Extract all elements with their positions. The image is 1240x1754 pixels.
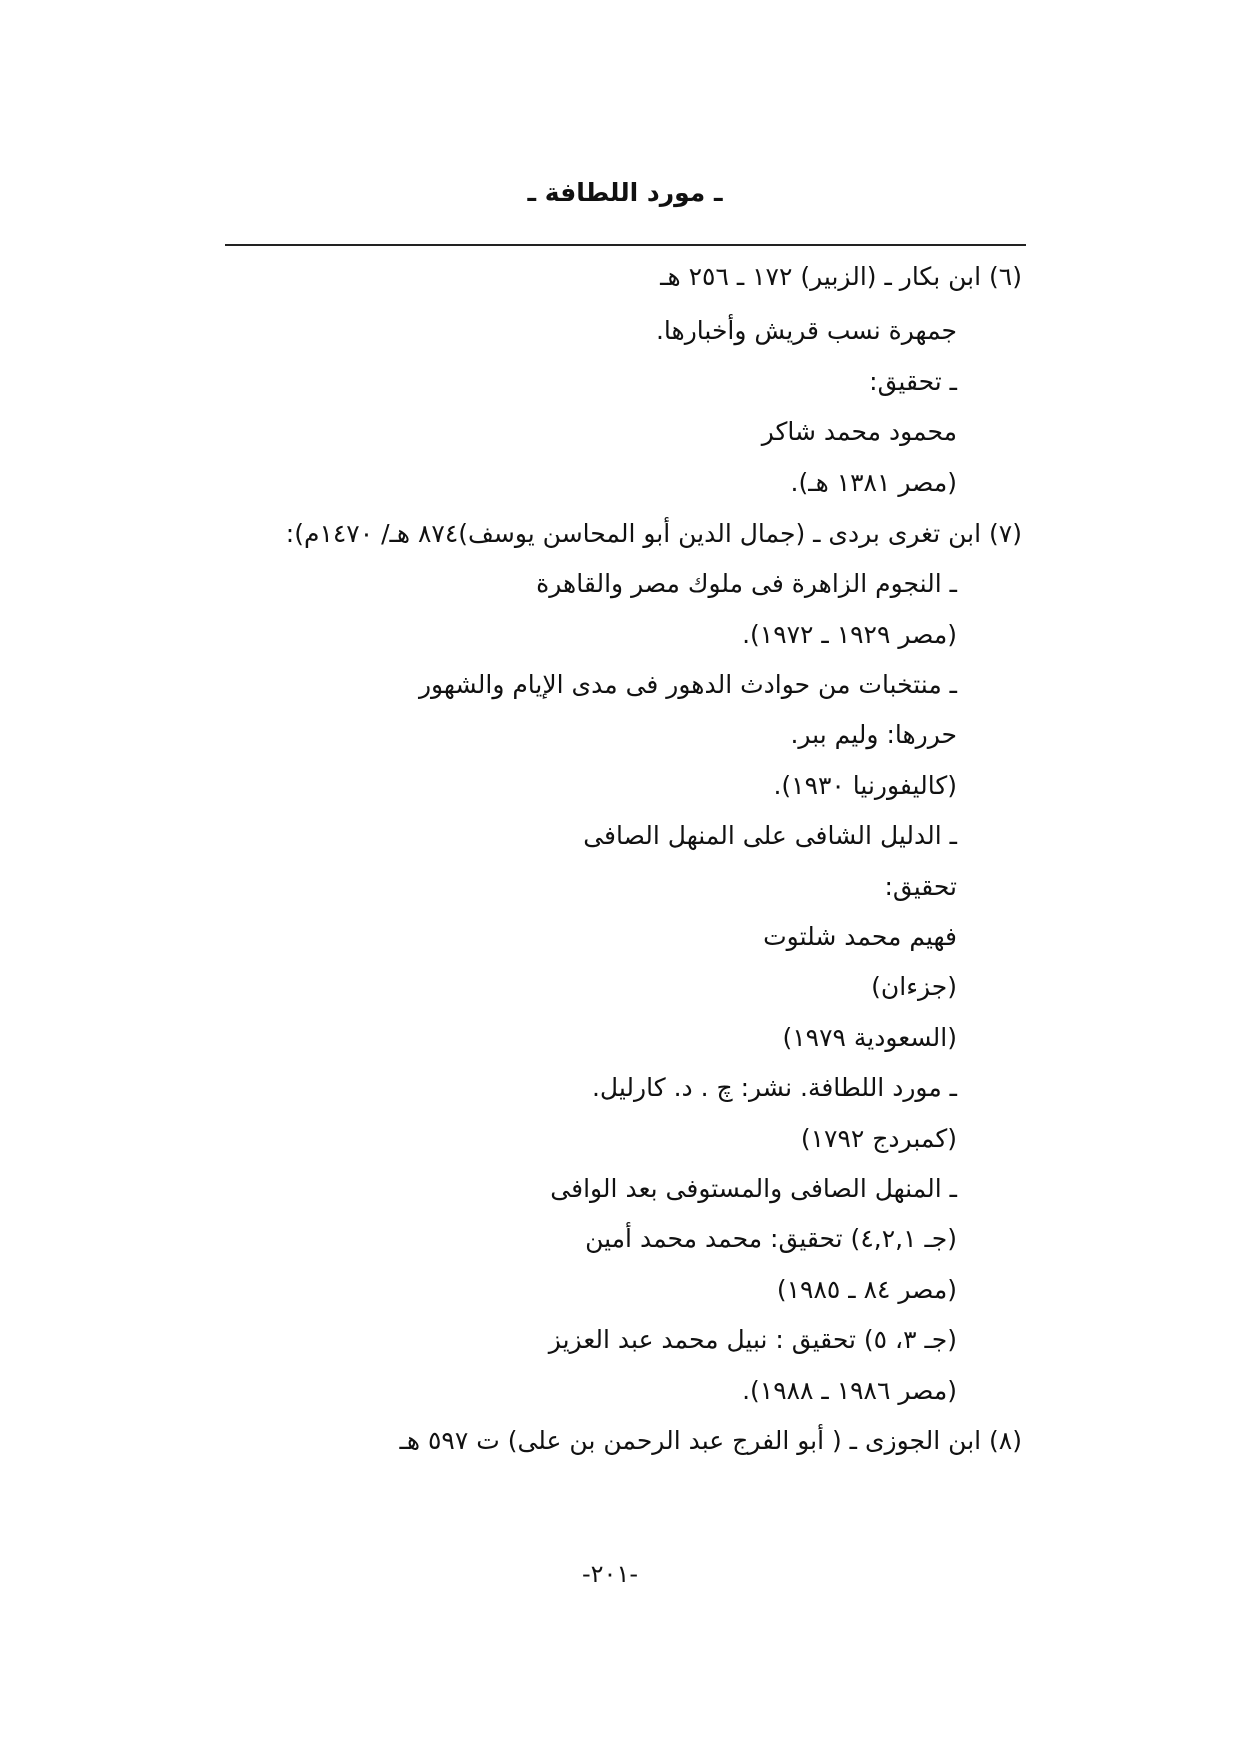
entry-line: ـ النجوم الزاهرة فى ملوك مصر والقاهرة — [536, 569, 957, 598]
entry-line: (مصر ١٣٨١ هـ). — [790, 468, 957, 497]
entry-line: محمود محمد شاكر — [761, 417, 957, 446]
entry-line: ـ تحقيق: — [869, 367, 957, 396]
entry-line: (مصر ٨٤ ـ ١٩٨٥) — [776, 1275, 957, 1304]
entry-line: (كمبردج ١٧٩٢) — [800, 1124, 957, 1153]
page-number: -٢٠١- — [581, 1560, 638, 1588]
running-header: ـ مورد اللطافة ـ — [527, 178, 723, 207]
entry-line: ـ منتخبات من حوادث الدهور فى مدى الإيام والشهور — [418, 670, 957, 699]
entry-line: (جـ ٣، ٥) تحقيق : نبيل محمد عبد العزيز — [548, 1325, 957, 1354]
entry-line: ـ الدليل الشافى على المنهل الصافى — [583, 821, 957, 850]
entry-line: (جـ ٤,٢,١) تحقيق: محمد محمد أمين — [585, 1224, 957, 1253]
entry-line: (جزءان) — [871, 972, 957, 1001]
entry-8-heading: (٨) ابن الجوزى ـ ( أبو الفرج عبد الرحمن بن على) ت ٥٩٧ هـ — [399, 1426, 1022, 1455]
entry-line: ـ مورد اللطافة. نشر: چ . د. كارليل. — [591, 1073, 957, 1102]
entry-line: (مصر ١٩٨٦ ـ ١٩٨٨). — [742, 1376, 957, 1405]
entry-line: فهيم محمد شلتوت — [763, 922, 957, 951]
header-rule — [225, 244, 1026, 246]
entry-7-heading: (٧) ابن تغرى بردى ـ (جمال الدين أبو المحاسن يوسف)٨٧٤ هـ/ ١٤٧٠م): — [285, 519, 1022, 548]
entry-line: (مصر ١٩٢٩ ـ ١٩٧٢). — [742, 620, 957, 649]
entry-line: (السعودية ١٩٧٩) — [782, 1023, 957, 1052]
entry-line: ـ المنهل الصافى والمستوفى بعد الوافى — [550, 1174, 957, 1203]
entry-6-heading: (٦) ابن بكار ـ (الزبير) ١٧٢ ـ ٢٥٦ هـ — [660, 262, 1022, 291]
entry-line: حررها: وليم ببر. — [790, 720, 957, 749]
entry-line: (كاليفورنيا ١٩٣٠). — [773, 771, 957, 800]
entry-line: تحقيق: — [884, 872, 957, 901]
entry-line: جمهرة نسب قريش وأخبارها. — [655, 316, 957, 345]
